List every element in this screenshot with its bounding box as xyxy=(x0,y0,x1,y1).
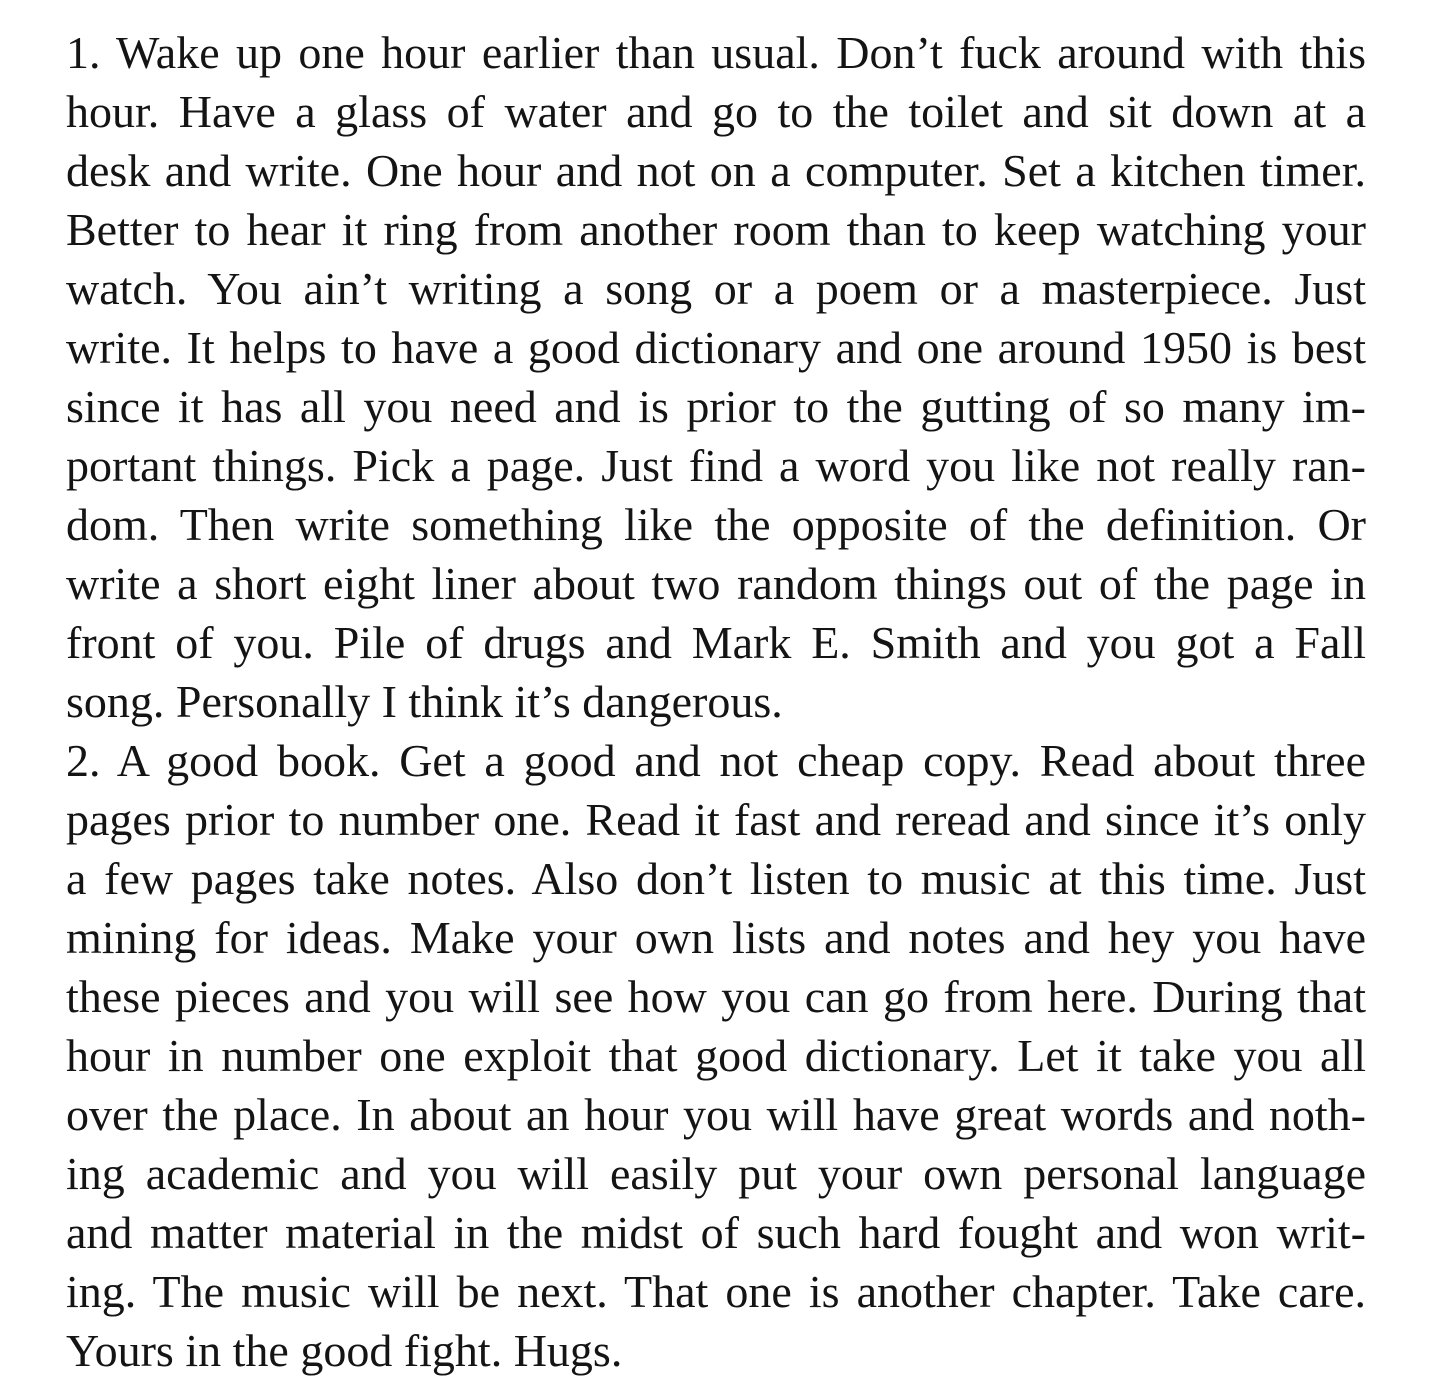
text-line: hour in number one exploit that good dictionary. Let it take you all xyxy=(66,1030,1366,1081)
text-line: Better to hear it ring from another room than to keep watching your xyxy=(66,204,1366,255)
text-line: a few pages take notes. Also don’t listen to music at this time. Just xyxy=(66,853,1366,904)
text-line: ing. The music will be next. That one is another chapter. Take care. xyxy=(66,1266,1366,1317)
text-line: ing academic and you will easily put your own personal language xyxy=(66,1148,1366,1199)
paragraph-1 xyxy=(66,23,1366,731)
text-line: hour. Have a glass of water and go to the toilet and sit down at a xyxy=(66,86,1366,137)
text-line: portant things. Pick a page. Just find a word you like not really ran- xyxy=(66,440,1366,491)
text-line: 2. A good book. Get a good and not cheap copy. Read about three xyxy=(66,735,1366,786)
text-line: front of you. Pile of drugs and Mark E. Smith and you got a Fall xyxy=(66,617,1366,668)
text-line: dom. Then write something like the opposite of the definition. Or xyxy=(66,499,1366,550)
text-line: over the place. In about an hour you will have great words and noth- xyxy=(66,1089,1366,1140)
text-line: watch. You ain’t writing a song or a poem or a masterpiece. Just xyxy=(66,263,1366,314)
text-line: since it has all you need and is prior to the gutting of so many im- xyxy=(66,381,1366,432)
text-line: write. It helps to have a good dictionary and one around 1950 is best xyxy=(66,322,1366,373)
text-line: song. Personally I think it’s dangerous. xyxy=(66,676,783,727)
text-line: these pieces and you will see how you can go from here. During that xyxy=(66,971,1366,1022)
text-line: mining for ideas. Make your own lists and notes and hey you have xyxy=(66,912,1366,963)
text-line: Yours in the good fight. Hugs. xyxy=(66,1325,623,1376)
text-line: desk and write. One hour and not on a computer. Set a kitchen timer. xyxy=(66,145,1366,196)
document-text xyxy=(66,23,1366,1380)
text-line: and matter material in the midst of such hard fought and won writ- xyxy=(66,1207,1366,1258)
paragraph-2 xyxy=(66,731,1366,1380)
text-line: 1. Wake up one hour earlier than usual. Don’t fuck around with this xyxy=(66,27,1366,78)
text-line: pages prior to number one. Read it fast and reread and since it’s only xyxy=(66,794,1366,845)
text-line: write a short eight liner about two random things out of the page in xyxy=(66,558,1366,609)
